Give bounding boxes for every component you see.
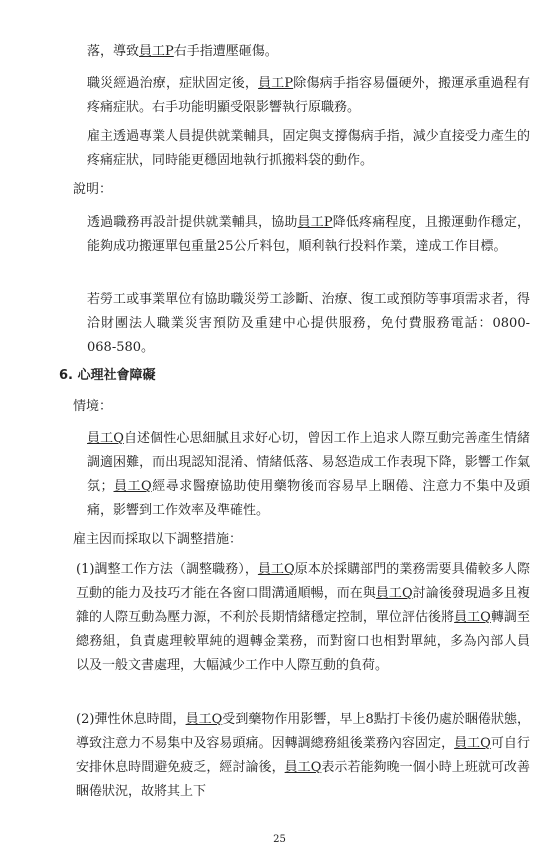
measure-item-1: (1)調整工作方法（調整職務），員工Q原本於採購部門的業務需要具備較多人際互動的能力及技巧才能在各窗口間溝通順暢，而在與員工Q討論後發現過多且複雜的人際互動為壓力源，不利於長期情緒穩定控制，單位評估後將員工Q轉調至總務組，負責處理較單純的週轉金業務，而對窗口也相對單純，多為內部人員以及一般文書處理，大幅減少工作中人際互動的負荷。 <box>76 562 530 673</box>
employee-q-ref: 員工Q <box>113 479 152 494</box>
employee-q-ref: 員工Q <box>284 760 322 775</box>
employee-q-ref: 員工Q <box>257 562 295 577</box>
employee-p-ref: 員工P <box>297 215 333 230</box>
paragraph-5: 若勞工或事業單位有協助職災勞工診斷、治療、復工或預防等事項需求者，得洽財團法人職業災害預防及重建中心提供服務，免付費服務電話：0800-068-580。 <box>87 292 530 355</box>
employee-q-ref: 員工Q <box>454 736 491 751</box>
measures-label: 雇主因而採取以下調整措施： <box>73 532 243 547</box>
employee-p-ref: 員工P <box>258 76 294 91</box>
paragraph-4: 透過職務再設計提供就業輔具，協助員工P降低疼痛程度，且搬運動作穩定，能夠成功搬運單包重量25公斤料包，順利執行投料作業，達成工作目標。 <box>87 215 530 254</box>
measure-item-2: (2)彈性休息時間，員工Q受到藥物作用影響，早上8點打卡後仍處於睏倦狀態，導致注意力不易集中及容易頭痛。因轉調總務組後業務內容固定，員工Q可自行安排休息時間避免疲乏，經討論後，員工Q表示若能夠晚一個小時上班就可改善睏倦狀況，故將其上下 <box>76 712 530 799</box>
explanation-label: 說明： <box>73 182 113 197</box>
section-heading: 6. 心理社會障礙 <box>59 368 156 383</box>
situation-label: 情境： <box>73 399 113 414</box>
employee-q-ref: 員工Q <box>185 712 223 727</box>
paragraph-1: 落，導致員工P右手指遭壓砸傷。 <box>87 44 278 59</box>
page-number: 25 <box>273 834 286 845</box>
paragraph-3: 雇主透過專業人員提供就業輔具，固定與支撐傷病手指，減少直接受力產生的疼痛症狀，同時能更穩固地執行抓搬料袋的動作。 <box>87 129 530 168</box>
paragraph-2: 職災經過治療，症狀固定後，員工P除傷病手指容易僵硬外，搬運承重過程有疼痛症狀。右手功能明顯受限影響執行原職務。 <box>87 76 530 115</box>
employee-q-ref: 員工Q <box>375 586 413 601</box>
paragraph-6: 員工Q自述個性心思細膩且求好心切，曾因工作上追求人際互動完善產生情緒調適困難，而出現認知混淆、情緒低落、易怒造成工作表現下降，影響工作氣氛；員工Q經尋求醫療協助使用藥物後而容易早上睏倦、注意力不集中及頭痛，影響到工作效率及準確性。 <box>87 431 530 518</box>
employee-q-ref: 員工Q <box>454 610 491 625</box>
employee-p-ref: 員工P <box>139 44 174 59</box>
employee-q-ref: 員工Q <box>87 431 124 446</box>
